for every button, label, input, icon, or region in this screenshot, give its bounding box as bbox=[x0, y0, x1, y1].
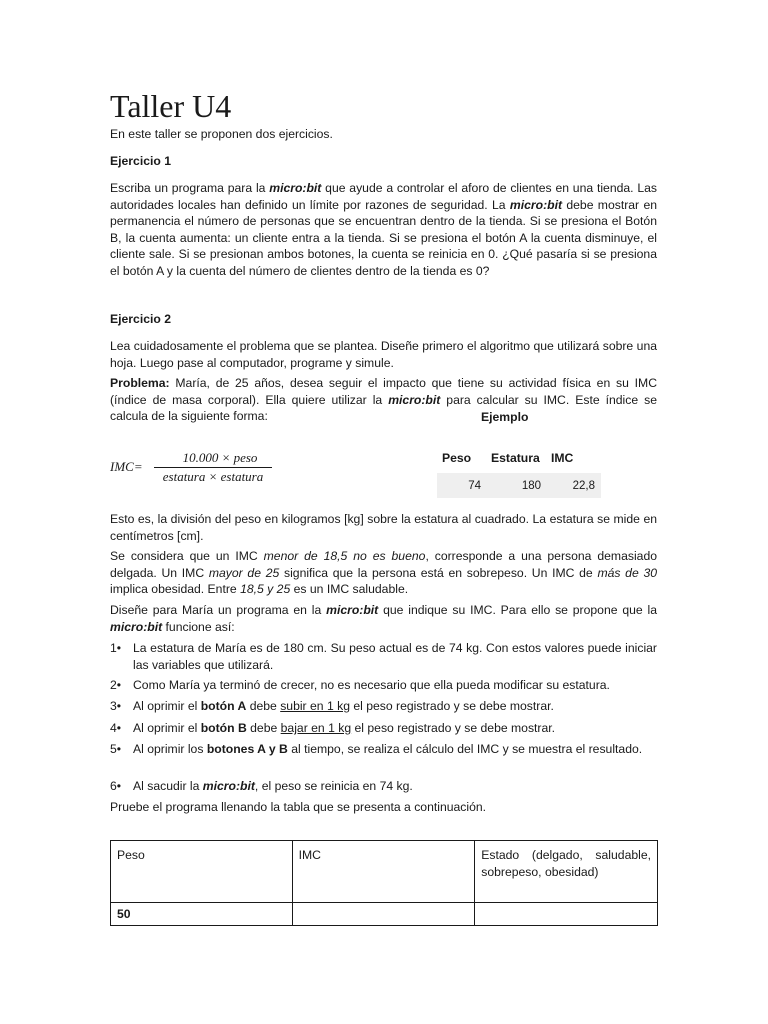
formula-fraction-bar bbox=[154, 467, 272, 468]
example-value-peso: 74 bbox=[468, 480, 481, 492]
imc-classification: Se considera que un IMC menor de 18,5 no es bueno, corresponde a una persona demasiado delgada. Un IMC mayor de 25 significa que la persona está en sobrepeso. Un IMC de más de 30 implica obesidad. Entre 18,5 y 25 es un IMC saludable. bbox=[110, 549, 658, 597]
results-cell-imc[interactable] bbox=[292, 903, 475, 926]
formula-numerator: 10.000 × peso bbox=[182, 450, 258, 465]
formula-lhs: IMC= bbox=[110, 459, 143, 474]
results-cell-estado[interactable] bbox=[475, 903, 658, 926]
formula-denominator: estatura × estatura bbox=[162, 469, 264, 484]
example-label: Ejemplo bbox=[481, 410, 529, 424]
intro-text: En este taller se proponen dos ejercicios. bbox=[110, 127, 333, 141]
results-header-row bbox=[111, 841, 658, 903]
design-instructions: Diseñe para María un programa en la micro:bit que indique su IMC. Para ello se propone que la micro:bit funcione así: bbox=[110, 603, 657, 634]
example-row bbox=[437, 473, 601, 498]
formula-explanation: Esto es, la división del peso en kilogramos [kg] sobre la estatura al cuadrado. La estatura se mide en centímetros [cm]. bbox=[110, 512, 657, 543]
problem-statement: Problema: María, de 25 años, desea seguir el impacto que tiene su actividad física en su IMC (índice de masa corporal). Ella quiere utilizar la micro:bit para calcular su IMC. Este índice se calcula de la siguiente forma: bbox=[110, 376, 657, 424]
results-header-peso: Peso bbox=[111, 841, 293, 903]
closing-text: Pruebe el programa llenando la tabla que se presenta a continuación. bbox=[110, 800, 487, 814]
exercise-2-heading: Ejercicio 2 bbox=[110, 312, 171, 326]
results-cell-peso[interactable]: 50 bbox=[111, 903, 293, 926]
exercise-1-heading: Ejercicio 1 bbox=[110, 154, 171, 168]
exercise-2-intro: Lea cuidadosamente el problema que se plantea. Diseñe primero el algoritmo que utilizará sobre una hoja. Luego pase al computador, programe y simule. bbox=[110, 339, 657, 370]
page-title: Taller U4 bbox=[110, 88, 232, 124]
exercise-1-text: Escriba un programa para la micro:bit que ayude a controlar el aforo de clientes en una tienda. Las autoridades locales han definido un límite por razones de seguridad. La micro:bit debe mostrar en permanencia el número de personas que se encuentran dentro de la tienda. Si se presiona el Botón B, la cuenta aumenta: un cliente entra a la tienda. Si se presiona el botón A la cuenta disminuye, el cliente sale. Si se presionan ambos botones, la cuenta se reinicia en 0. ¿Qué pasaría si se presiona el botón A y la cuenta del número de clientes dentro de la tienda es 0? bbox=[110, 181, 657, 278]
example-value-estatura: 180 bbox=[521, 480, 541, 492]
example-header-imc: IMC bbox=[551, 451, 574, 465]
example-header-estatura: Estatura bbox=[491, 451, 540, 465]
results-header-imc: IMC bbox=[292, 841, 475, 903]
results-table bbox=[110, 840, 658, 926]
table-row bbox=[111, 903, 658, 926]
example-header-peso: Peso bbox=[442, 451, 472, 465]
imc-formula bbox=[110, 450, 280, 486]
example-value-imc: 22,8 bbox=[572, 480, 595, 492]
results-header-estado: Estado (delgado, saludable, sobrepeso, obesidad) bbox=[475, 841, 658, 903]
